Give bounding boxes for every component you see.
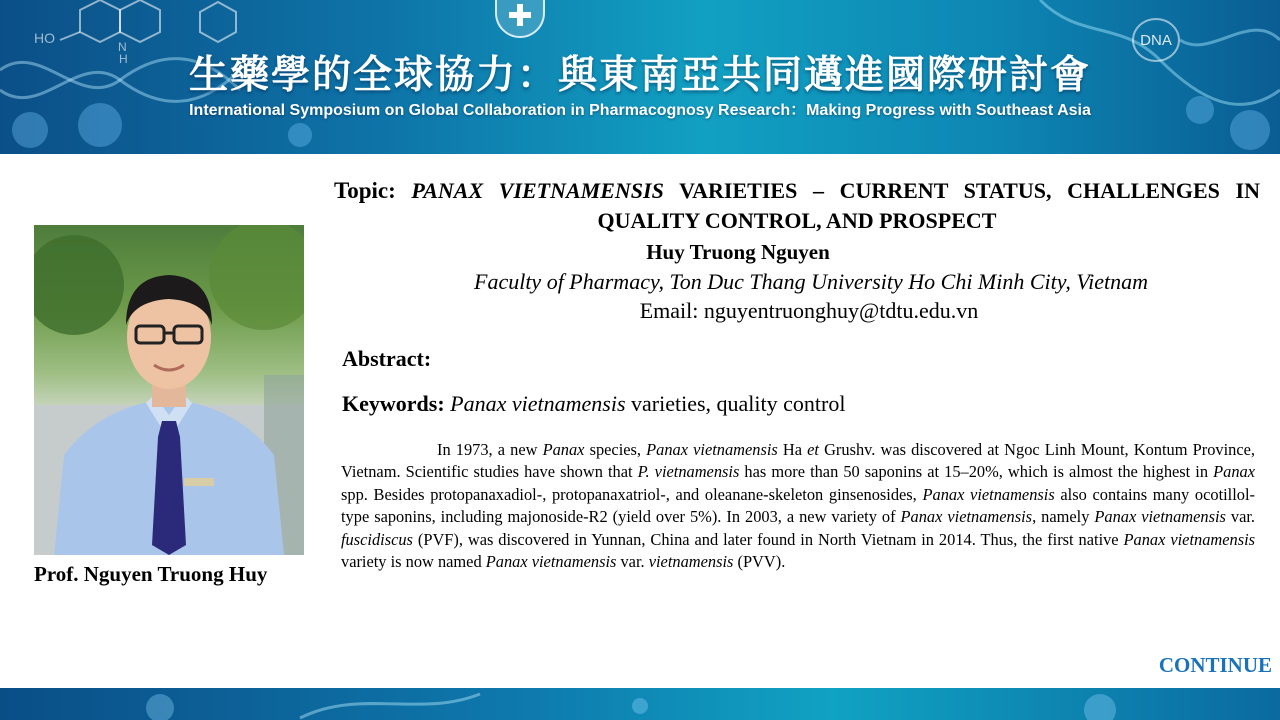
chem-label-ho: HO [34, 30, 55, 46]
abstract-text-run: (PVV). [733, 552, 786, 572]
keywords-species: Panax vietnamensis [450, 391, 626, 416]
speaker-photo [34, 225, 304, 555]
abstract-text-run: spp. Besides protopanaxadiol-, protopanaxatriol-, and oleanane-skeleton ginsenosides, [341, 484, 923, 504]
keywords-line [342, 391, 845, 417]
abstract-text-run: variety is now named [341, 552, 486, 572]
abstract-text-run: Grushv. was discovered at Ngoc Linh Mount, Kontum Province, Vietnam. Scientific studies have shown that [341, 440, 1255, 482]
abstract-italic-term: et [807, 440, 819, 459]
topic-title-species: PANAX VIETNAMENSIS [411, 178, 664, 203]
topic-title-line1 [334, 178, 1260, 204]
abstract-italic-term: Panax vietnamensis [900, 507, 1033, 527]
abstract-text-run: var. [616, 552, 649, 572]
abstract-italic-term: Panax vietnamensis [646, 440, 778, 459]
abstract-italic-term: Panax vietnamensis [485, 552, 617, 572]
abstract-italic-term: Panax vietnamensis [1094, 507, 1226, 527]
speaker-portrait-illustration [34, 225, 304, 555]
abstract-italic-term: Panax vietnamensis [922, 484, 1055, 504]
abstract-italic-term: Panax [542, 440, 585, 459]
abstract-text-run: In 1973, a new [437, 440, 543, 459]
topic-title-rest: VARIETIES – CURRENT STATUS, CHALLENGES IN [679, 178, 1260, 203]
abstract-italic-term: Panax vietnamensis [1123, 529, 1256, 549]
abstract-italic-term: fuscidiscus [341, 529, 413, 549]
abstract-text-run: has more than 50 saponins at 15–20%, which is almost the highest in [739, 462, 1214, 482]
footer-band [0, 688, 1280, 720]
banner-title-chinese: 生藥學的全球協力：與東南亞共同邁進國際研討會 [188, 53, 1091, 98]
speaker-name: Prof. Nguyen Truong Huy [34, 562, 268, 586]
dna-badge: DNA [1132, 18, 1180, 62]
abstract-text-run: also contains many ocotillol-type saponins, including majonoside-R2 (yield over 5%). In 2003, a new variety of [341, 484, 1256, 527]
footer-decoration [0, 688, 1280, 720]
abstract-text-run: var. [1225, 507, 1256, 527]
abstract-text-run: , namely [1032, 507, 1095, 527]
header-banner [0, 0, 1280, 154]
keywords-label: Keywords: [342, 391, 445, 416]
abstract-text-run: species, [584, 440, 647, 459]
continue-link[interactable]: CONTINUE [1158, 653, 1272, 677]
author-email: Email: nguyentruonghuy@tdtu.edu.vn [639, 298, 979, 323]
abstract-text-run: Ha [777, 440, 808, 459]
author-affiliation: Faculty of Pharmacy, Ton Duc Thang University Ho Chi Minh City, Vietnam [474, 269, 1148, 294]
abstract-italic-term: vietnamensis [648, 552, 734, 572]
abstract-body [341, 439, 1255, 573]
author-name: Huy Truong Nguyen [646, 240, 830, 264]
abstract-text-run: (PVF), was discovered in Yunnan, China and later found in North Vietnam in 2014. Thus, the first native [412, 529, 1124, 549]
topic-title-line2: QUALITY CONTROL, AND PROSPECT [597, 208, 997, 233]
chem-label-n: N [118, 40, 127, 54]
keywords-rest: varieties, quality control [625, 391, 846, 416]
topic-label: Topic: [334, 178, 396, 203]
banner-title-english: International Symposium on Global Collaboration in Pharmacognosy Research：Making Progress with Southeast Asia [189, 102, 1091, 119]
chem-label-h: H [119, 52, 128, 66]
abstract-italic-term: P. vietnamensis [637, 462, 740, 482]
abstract-heading: Abstract: [342, 346, 432, 371]
abstract-italic-term: Panax [1213, 462, 1255, 482]
